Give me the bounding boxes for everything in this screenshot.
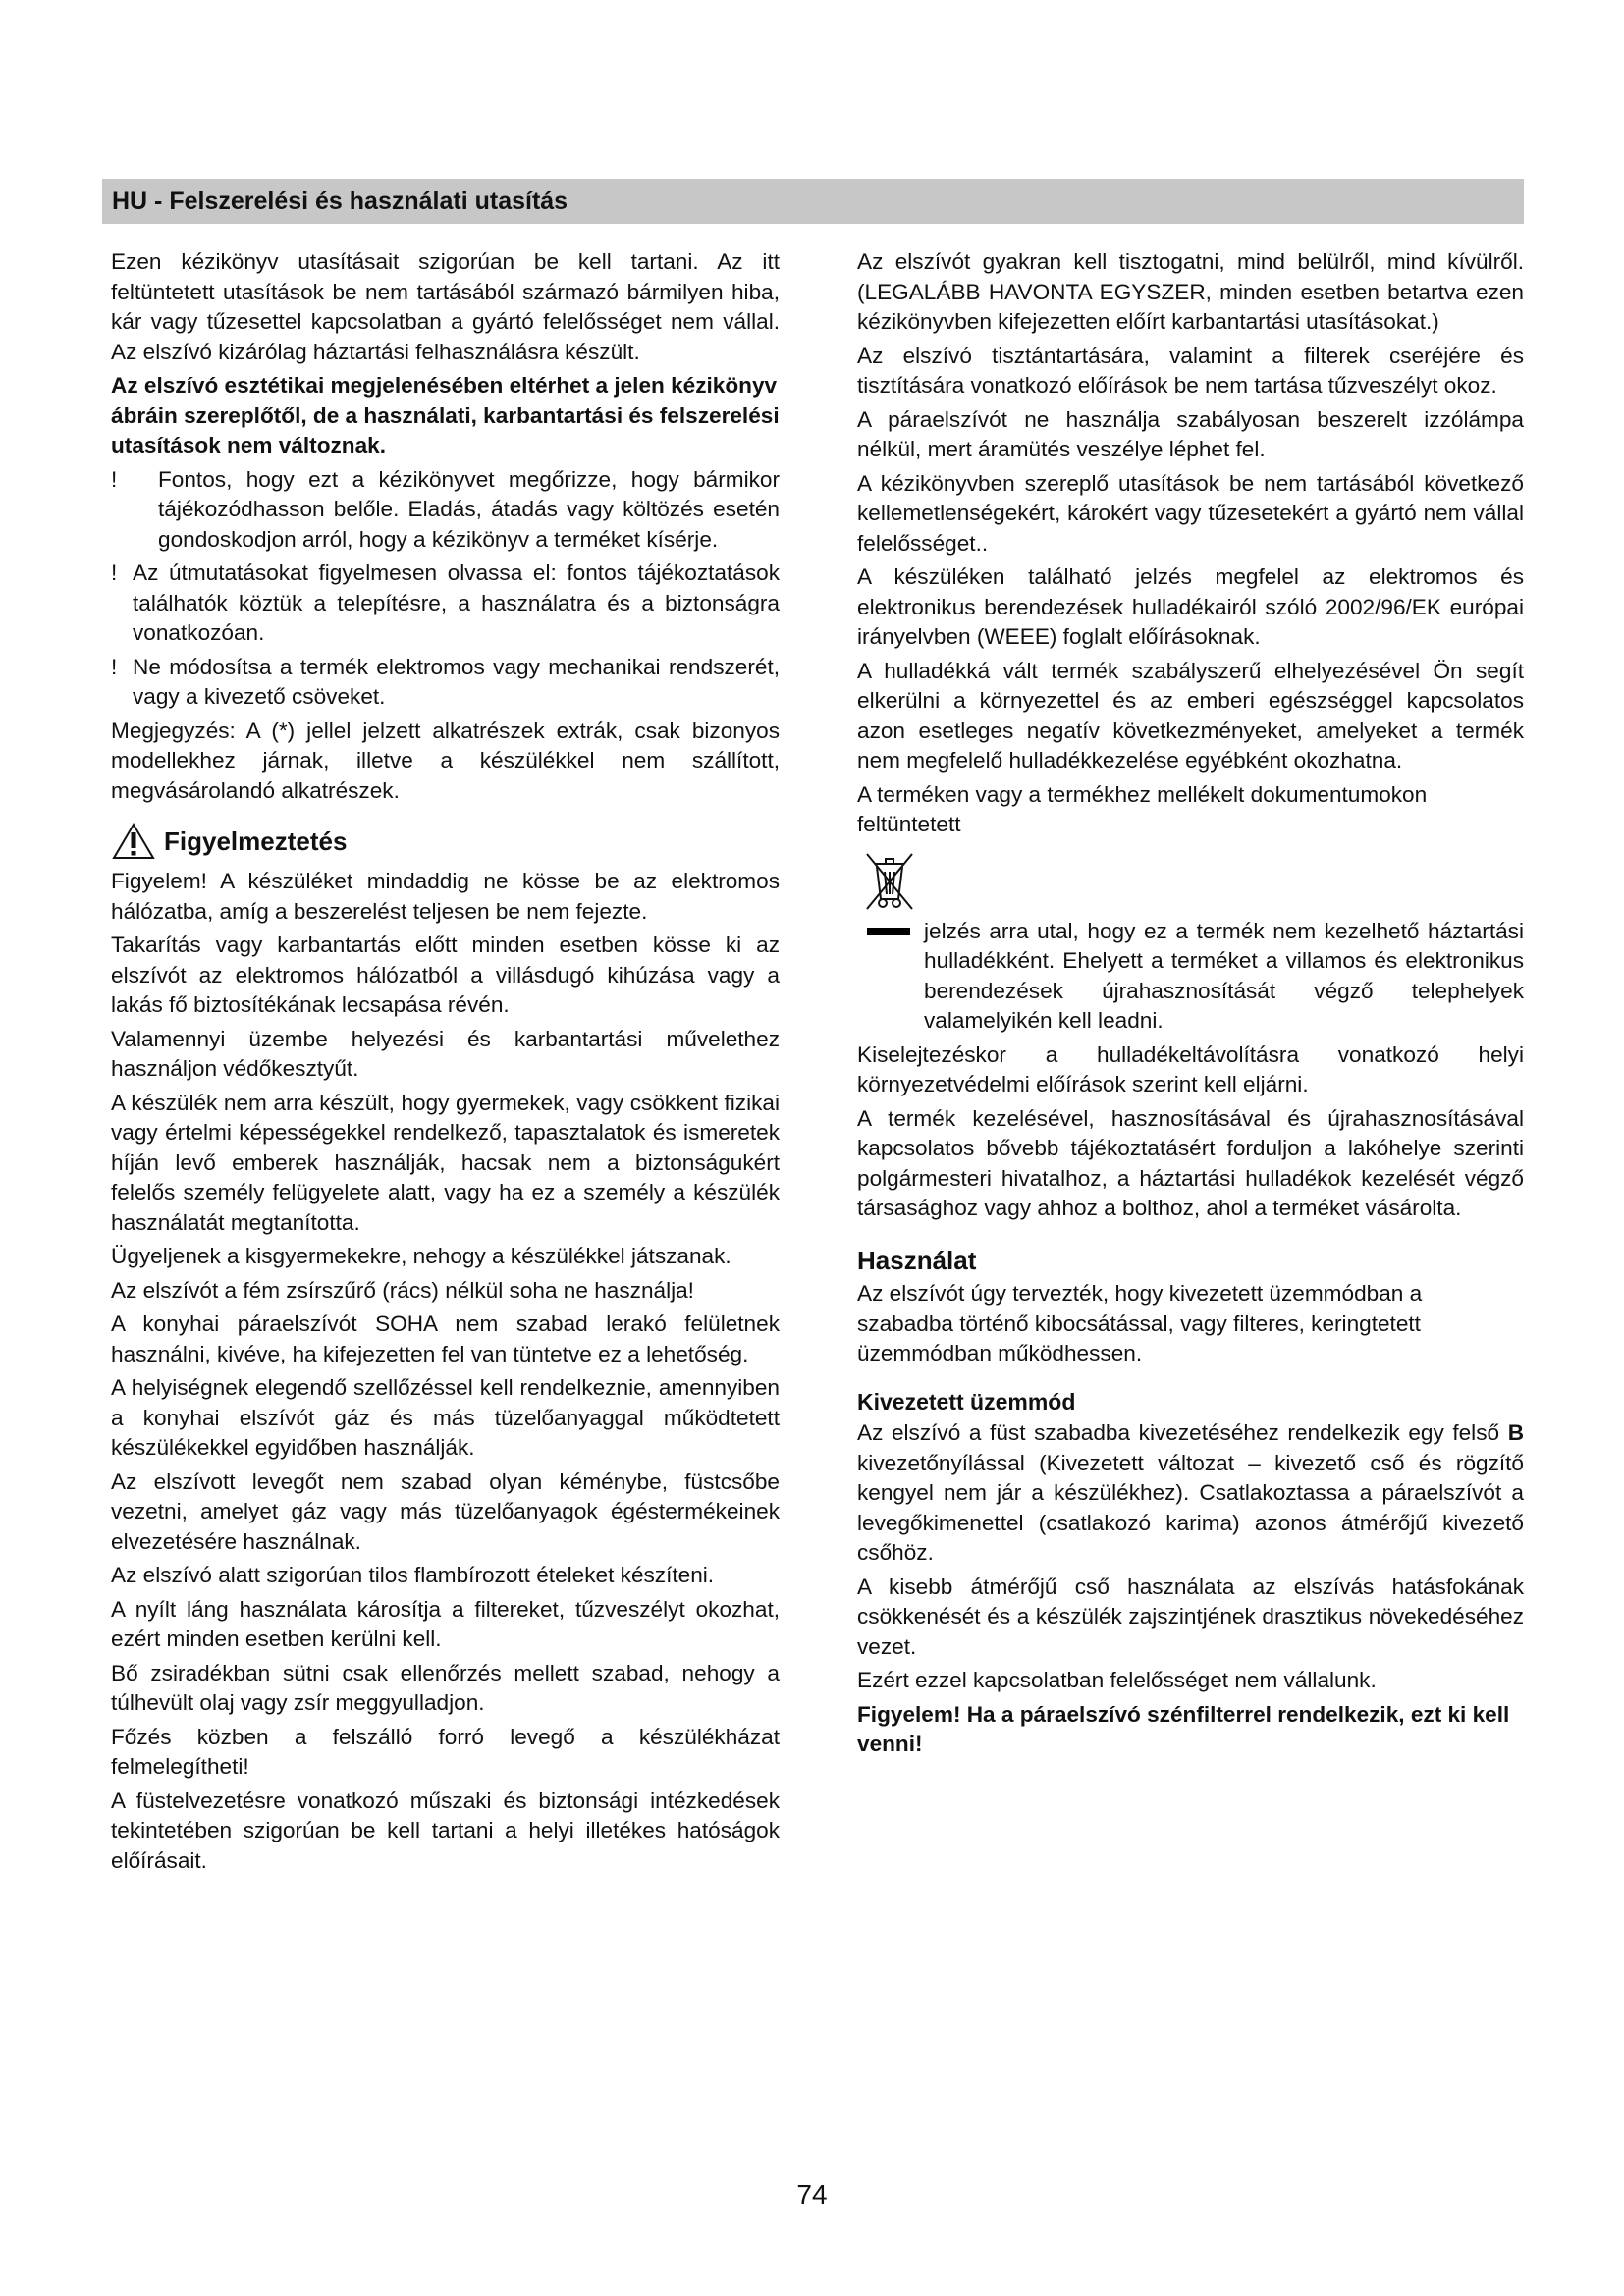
weee-paragraph: A terméken vagy a termékhez mellékelt dokumentumokon feltüntetett	[857, 781, 1428, 836]
warning-paragraph: A füstelvezetésre vonatkozó műszaki és biztonsági intézkedések tekintetében szigorúan be kell tartani a helyi illetékes hatóságok előírásait.	[111, 1788, 780, 1873]
note-paragraph: Megjegyzés: A (*) jellel jelzett alkatrészek extrák, csak bizonyos modellekhez járnak, illetve a készülékkel nem szállított, megvásárolandó alkatrészek.	[111, 718, 780, 803]
warning-paragraph: Bő zsiradékban sütni csak ellenőrzés mellett szabad, nehogy a túlhevült olaj vagy zsír meggyulladjon.	[111, 1660, 780, 1715]
disposal-paragraph: A termék kezelésével, hasznosításával és újrahasznosításával kapcsolatos bővebb tájékoztatásért forduljon a lakóhelye szerinti polgármesteri hivatalhoz, a háztartási hulladékok kezelését végző társasághoz vagy ahhoz a bolthoz, ahol a terméket vásárolta.	[857, 1105, 1524, 1220]
disposal-paragraph: Kiselejtezéskor a hulladékeltávolításra vonatkozó helyi környezetvédelmi előírások szerint kell eljárni.	[857, 1041, 1524, 1096]
black-bar-symbol	[867, 928, 910, 935]
outlet-label: B	[1507, 1420, 1525, 1445]
warning-paragraph: Valamennyi üzembe helyezési és karbantartási művelethez használjon védőkesztyűt.	[111, 1026, 780, 1081]
crossed-bin-icon	[859, 848, 920, 913]
warning-paragraph: A helyiségnek elegendő szellőzéssel kell rendelkeznie, amennyiben a konyhai elszívót gáz és más tüzelőanyaggal működtetett készülékekkel egyidőben használják.	[111, 1375, 780, 1460]
warning-paragraph: A készülék nem arra készült, hogy gyermekek, vagy csökkent fizikai vagy értelmi képességekkel rendelkező, tapasztalatok és ismeretek híján levő emberek használják, hacsak nem a biztonságukért felelős személy felügyelete alatt, vagy ha ez a személy a készülék használatát megtanította.	[111, 1090, 780, 1235]
weee-text: jelzés arra utal, hogy ez a termék nem kezelhető háztartási hulladékként. Ehelyett a terméket a villamos és elektronikus berendezések újrahasznosítását végző telephelyek valamelyikén kell leadni.	[924, 918, 1524, 1033]
warning-paragraph: A konyhai páraelszívót SOHA nem szabad lerakó felületnek használni, kivéve, ha kifejezetten fel van tüntetve ez a lehetőség.	[111, 1311, 780, 1366]
page-number: 74	[796, 2179, 828, 2210]
warning-paragraph: Főzés közben a felszálló forró levegő a készülékházat felmelegítheti!	[111, 1724, 780, 1779]
warning-heading	[111, 822, 780, 861]
ducted-paragraph: A kisebb átmérőjű cső használata az elszívás hatásfokának csökkenését és a készülék zajszintjének drasztikus növekedéséhez vezet.	[857, 1574, 1524, 1659]
warning-paragraph: Ügyeljenek a kisgyermekekre, nehogy a készülékkel játszanak.	[111, 1244, 731, 1268]
warning-paragraph: Takarítás vagy karbantartás előtt minden esetben kösse ki az elszívót az elektromos hálózatból a villásdugó kihúzása vagy a lakás fő biztosítékának lecsapása révén.	[111, 933, 780, 1017]
exclamation-mark: !	[111, 466, 118, 492]
maintenance-paragraph: Az elszívó tisztántartására, valamint a filterek cseréjére és tisztítására vonatkozó előírások be nem tartása tűzveszélyt okoz.	[857, 343, 1524, 398]
ducted-heading: Kivezetett üzemmód	[857, 1388, 1076, 1415]
maintenance-paragraph: Az elszívót gyakran kell tisztogatni, mind belülről, mind kívülről. (LEGALÁBB HAVONTA EGYSZER, minden esetben betartva ezen kézikönyvben kifejezetten előírt karbantartási utasításokat.)	[857, 249, 1524, 334]
header-bar	[102, 179, 1524, 224]
bullet-text: Az útmutatásokat figyelmesen olvassa el: fontos tájékoztatások találhatók köztük a telepítésre, a használatra és a biztonságra vonatkozóan.	[133, 561, 780, 645]
exclamation-mark: !	[111, 561, 118, 585]
bullet-text: Fontos, hogy ezt a kézikönyvet megőrizze, hogy bármikor tájékozódhasson belőle. Eladás, átadás vagy költözés esetén gondoskodjon arról, hogy a kézikönyv a terméket kísérje.	[158, 466, 780, 552]
ducted-paragraph: Ezért ezzel kapcsolatban felelősséget nem vállalunk.	[857, 1668, 1377, 1692]
ducted-paragraph	[857, 1418, 1524, 1569]
usage-paragraph: Az elszívót úgy tervezték, hogy kivezetett üzemmódban a szabadba történő kibocsátással, vagy filteres, keringtetett üzemmódban működhessen.	[857, 1281, 1423, 1365]
warning-paragraph: A nyílt láng használata károsítja a filtereket, tűzveszélyt okozhat, ezért minden esetben kerülni kell.	[111, 1596, 780, 1651]
warning-title: Figyelmeztetés	[164, 826, 348, 856]
maintenance-paragraph: A páraelszívót ne használja szabályosan beszerelt izzólámpa nélkül, mert áramütés veszélye léphet fel.	[857, 406, 1524, 461]
bullet-item	[111, 465, 780, 556]
right-column	[857, 247, 1524, 1764]
page-title: HU - Felszerelési és használati utasítás	[112, 187, 568, 215]
warning-paragraph: Az elszívó alatt szigorúan tilos flambírozott ételeket készíteni.	[111, 1563, 715, 1587]
ducted-text-after: kivezetőnyílással (Kivezetett változat – kivezető cső és rögzítő kengyel nem jár a készülékhez). Csatlakoztassa a páraelszívót a levegőkimenettel (csatlakozó karima) azonos átmérőjű kivezető csőhöz.	[857, 1450, 1524, 1565]
warning-paragraph: Az elszívót a fém zsírszűrő (rács) nélkül soha ne használja!	[111, 1277, 694, 1303]
ducted-text-before: Az elszívó a füst szabadba kivezetéséhez rendelkezik egy felső	[857, 1420, 1500, 1445]
weee-paragraph: A készüléken található jelzés megfelel az elektromos és elektronikus berendezések hulladékairól szóló 2002/96/EK európai irányelvben (WEEE) foglalt előírásoknak.	[857, 564, 1524, 649]
warning-triangle-icon	[111, 822, 156, 861]
bullet-text: Ne módosítsa a termék elektromos vagy mechanikai rendszerét, vagy a kivezető csöveket.	[133, 654, 780, 709]
weee-line	[857, 917, 1524, 1037]
charcoal-filter-warning: Figyelem! Ha a páraelszívó szénfilterrel rendelkezik, ezt ki kell venni!	[857, 1701, 1510, 1756]
usage-heading: Használat	[857, 1245, 977, 1275]
maintenance-paragraph: A kézikönyvben szereplő utasítások be nem tartásából következő kellemetlenségekért, károkért vagy tűzesetekért a gyártó nem vállal felelősséget..	[857, 470, 1524, 556]
warning-paragraph: Figyelem! A készüléket mindaddig ne kösse be az elektromos hálózatba, amíg a beszerelést teljesen be nem fejezte.	[111, 869, 780, 924]
intro-paragraph: Ezen kézikönyv utasításait szigorúan be kell tartani. Az itt feltüntetett utasítások be nem tartásából származó bármilyen hiba, kár vagy tűzesettel kapcsolatban a gyártó felelősséget nem vállal. Az elszívó kizárólag háztartási felhasználásra készült.	[111, 249, 780, 364]
exclamation-mark: !	[111, 654, 118, 679]
weee-paragraph: A hulladékká vált termék szabályszerű elhelyezésével Ön segít elkerülni a környezettel és az emberi egészséggel kapcsolatos azon esetleges negatív következményeket, amelyeket a termék nem megfelelő hulladékkezelése egyébként okozhatna.	[857, 658, 1524, 773]
warning-paragraph: Az elszívott levegőt nem szabad olyan kéménybe, füstcsőbe vezetni, amelyet gáz vagy más tüzelőanyagok égéstermékeinek elvezetésére használnak.	[111, 1468, 780, 1554]
bold-note: Az elszívó esztétikai megjelenésében eltérhet a jelen kézikönyv ábráin szereplőtől, de a használati, karbantartási és felszerelési utasítások nem változnak.	[111, 373, 780, 457]
left-column	[111, 247, 780, 1880]
bullet-item	[111, 653, 780, 713]
bullet-item	[111, 559, 780, 649]
